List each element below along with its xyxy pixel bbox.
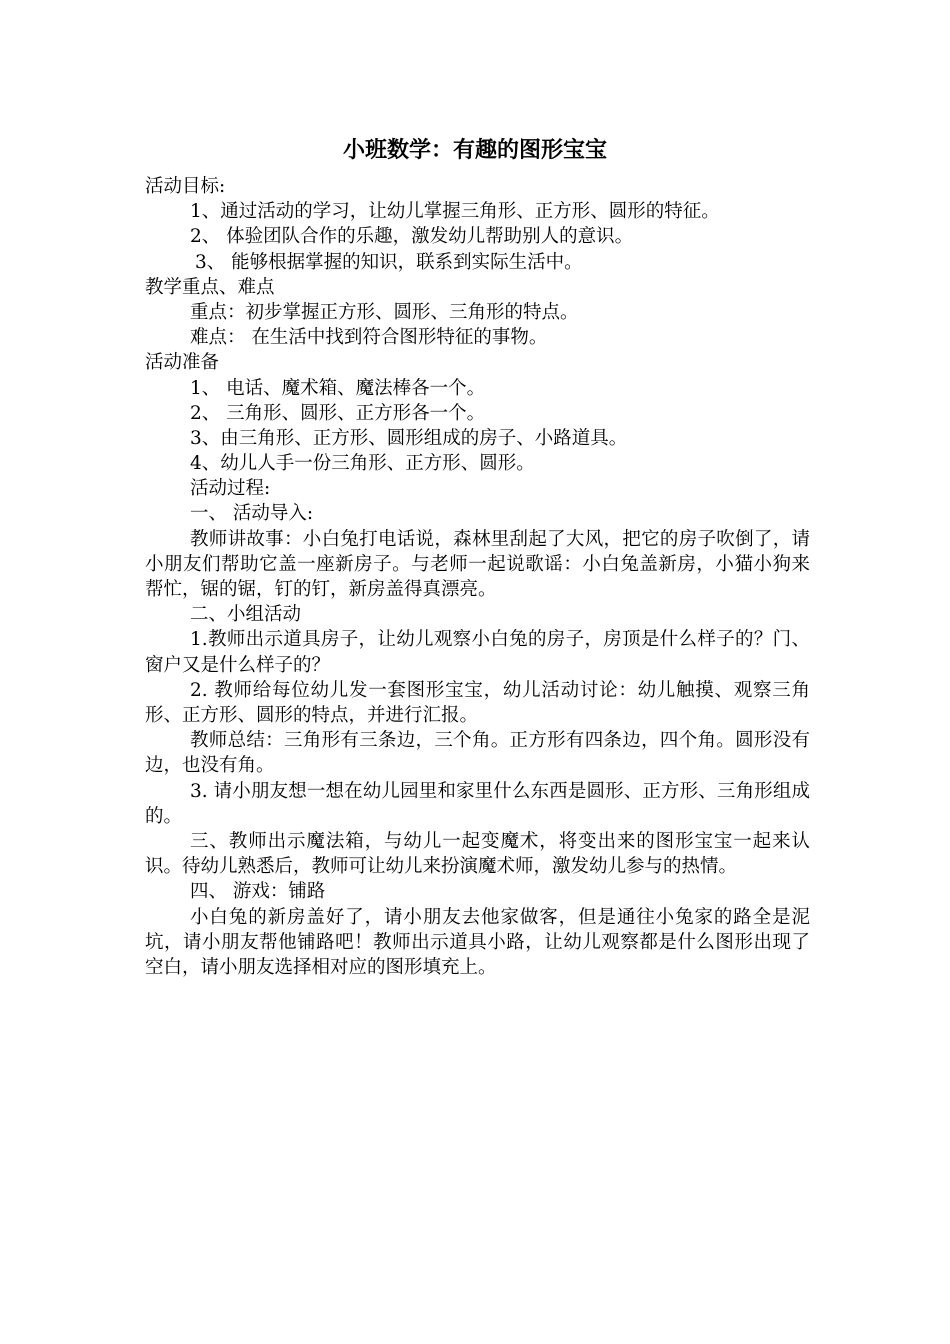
paragraph: 四、 游戏：铺路 [190,881,326,903]
paragraph: 二、小组活动 [190,604,302,626]
text-line: 难点： 在生活中找到符合图形特征的事物。 [190,327,548,349]
text-line: 活动准备 [145,352,220,374]
text-line: 教学重点、难点 [145,276,275,298]
text-line: 2、 三角形、圆形、正方形各一个。 [190,402,486,424]
paragraph: 教师讲故事：小白兔打电话说，森林里刮起了大风，把它的房子吹倒了，请小朋友们帮助它盖一座新房子。与老师一起说歌谣：小白兔盖新房，小猫小狗来帮忙，锯的锯，钉的钉，新房盖得真漂亮。 [145,528,810,601]
text-line: 3、 能够根据掌握的知识，联系到实际生活中。 [195,251,583,273]
paragraph: 2. 教师给每位幼儿发一套图形宝宝，幼儿活动讨论：幼儿触摸、观察三角形、正方形、圆形的特点，并进行汇报。 [145,679,810,727]
paragraph: 1.教师出示道具房子，让幼儿观察小白兔的房子，房顶是什么样子的？门、窗户又是什么样子的？ [145,629,810,676]
paragraph: 小白兔的新房盖好了，请小朋友去他家做客，但是通往小兔家的路全是泥坑，请小朋友帮他铺路吧！教师出示道具小路，让幼儿观察都是什么图形出现了空白，请小朋友选择相对应的图形填充上。 [145,906,810,979]
text-line: 1、 电话、魔术箱、魔法棒各一个。 [190,377,486,399]
text-line: 重点：初步掌握正方形、圆形、三角形的特点。 [190,301,579,323]
document-body [145,174,810,980]
text-line: 活动目标: [145,176,226,197]
text-line: 2、 体验团队合作的乐趣，激发幼儿帮助别人的意识。 [190,226,634,248]
text-line: 一、 活动导入: [190,503,314,525]
text-line: 活动过程: [190,478,271,500]
paragraph: 教师总结：三角形有三条边，三个角。正方形有四条边，四个角。圆形没有边，也没有角。 [145,730,810,777]
text-line: 3、由三角形、正方形、圆形组成的房子、小路道具。 [190,427,628,449]
text-line: 1、通过活动的学习，让幼儿掌握三角形、正方形、圆形的特征。 [190,201,720,223]
paragraph: 三、教师出示魔法箱，与幼儿一起变魔术，将变出来的图形宝宝一起来认识。待幼儿熟悉后，教师可让幼儿来扮演魔术师，激发幼儿参与的热情。 [145,831,810,878]
paragraph: 3. 请小朋友想一想在幼儿园里和家里什么东西是圆形、正方形、三角形组成的。 [145,780,810,827]
document-title: 小班数学：有趣的图形宝宝 [342,137,607,163]
text-line: 4、幼儿人手一份三角形、正方形、圆形。 [190,453,535,475]
